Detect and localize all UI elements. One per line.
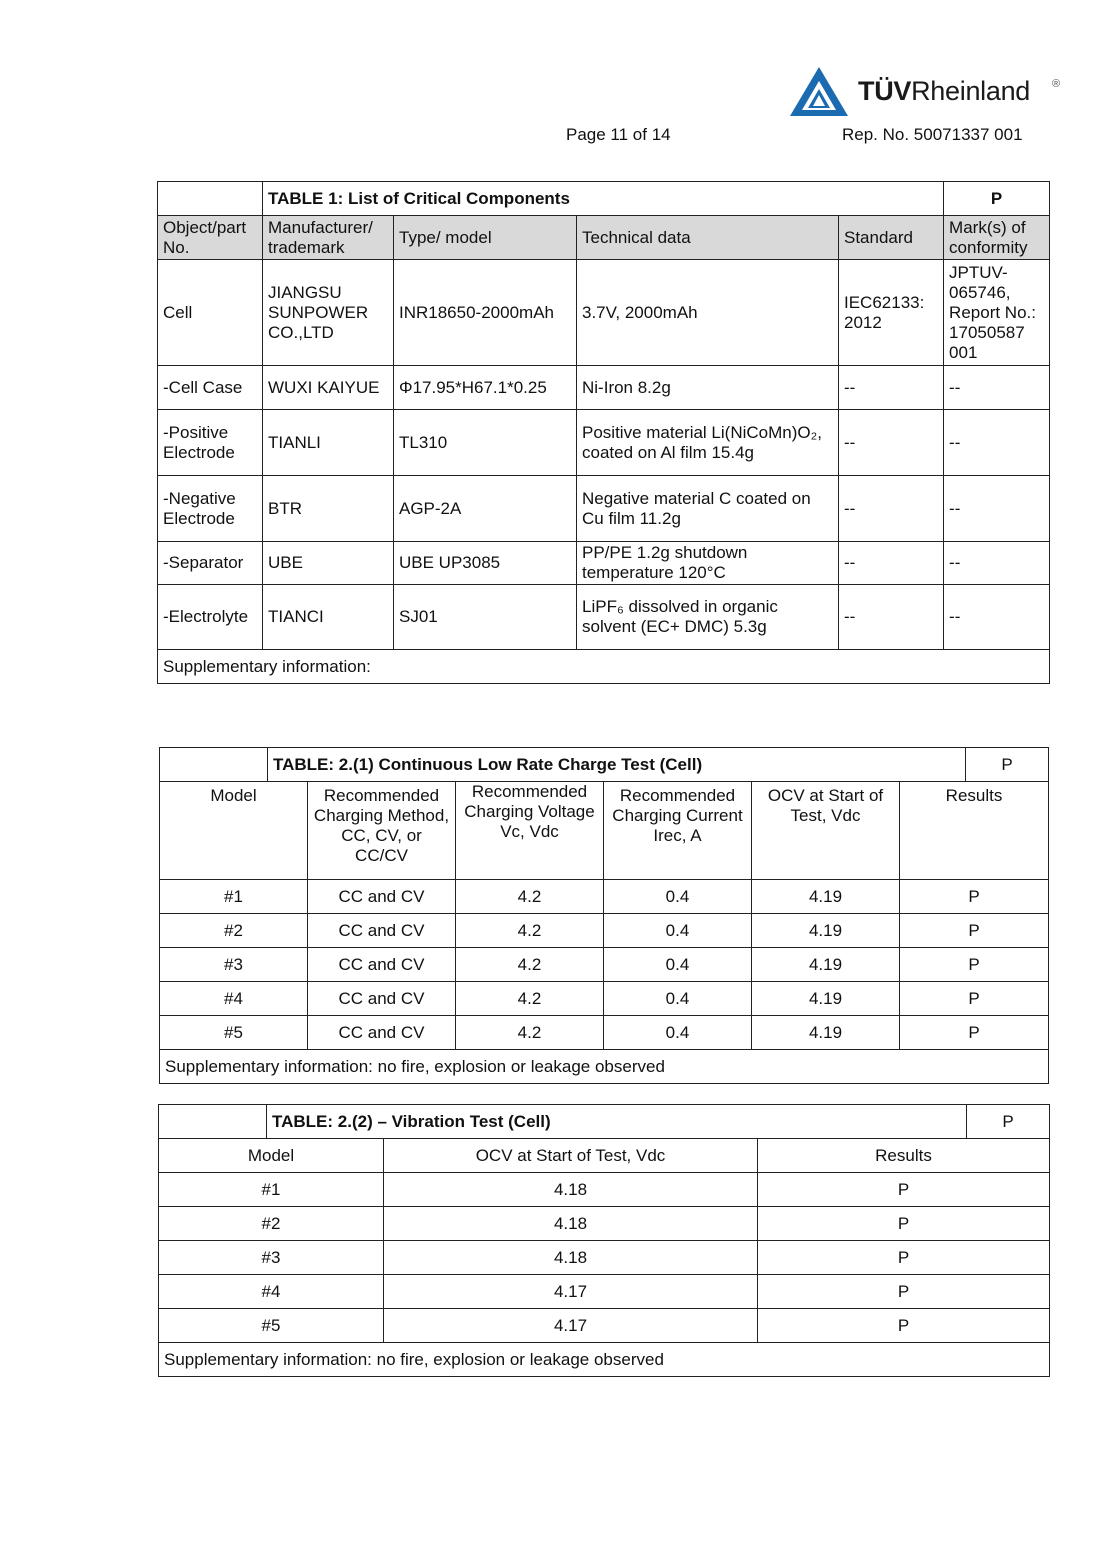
report-number: Rep. No. 50071337 001 xyxy=(842,125,1023,144)
table-cell: 4.2 xyxy=(456,880,604,914)
table-cell: -- xyxy=(839,410,944,476)
table-cell: UBE xyxy=(263,542,394,585)
column-header-row xyxy=(160,782,1049,880)
table-cell: #1 xyxy=(160,880,308,914)
table-cell: 0.4 xyxy=(604,1016,752,1050)
table-cell: 0.4 xyxy=(604,982,752,1016)
table-cell: -- xyxy=(839,366,944,410)
table-cell: -Cell Case xyxy=(158,366,263,410)
table-row xyxy=(158,542,1050,585)
table-cell: -Negative Electrode xyxy=(158,476,263,542)
table-row xyxy=(160,982,1049,1016)
table-cell: #1 xyxy=(159,1173,384,1207)
table-cell: 4.19 xyxy=(752,914,900,948)
table-cell: -- xyxy=(944,585,1050,650)
table-cell: INR18650-2000mAh xyxy=(394,260,577,366)
column-header: Recommended Charging Current Irec, A xyxy=(604,782,752,880)
table-cell: #4 xyxy=(160,982,308,1016)
table-cell: 4.2 xyxy=(456,948,604,982)
table-cell: Positive material Li(NiCoMn)O₂, coated on Al film 15.4g xyxy=(577,410,839,476)
supplementary-information: Supplementary information: no fire, explosion or leakage observed xyxy=(160,1050,1049,1084)
table-cell: TIANCI xyxy=(263,585,394,650)
table-cell: P xyxy=(900,914,1049,948)
table-verdict: P xyxy=(966,748,1049,782)
table-cell: CC and CV xyxy=(308,1016,456,1050)
column-header: OCV at Start of Test, Vdc xyxy=(384,1139,758,1173)
table-row xyxy=(158,585,1050,650)
table-cell: 4.17 xyxy=(384,1275,758,1309)
table-cell: Cell xyxy=(158,260,263,366)
table-cell: TIANLI xyxy=(263,410,394,476)
column-header: Standard xyxy=(839,216,944,260)
table-cell: AGP-2A xyxy=(394,476,577,542)
supplementary-row xyxy=(158,650,1050,684)
column-header: Recommended Charging Voltage Vc, Vdc xyxy=(456,782,604,880)
table-cell: #3 xyxy=(160,948,308,982)
logo-brand-rest: Rheinland xyxy=(911,76,1031,106)
column-header: Results xyxy=(758,1139,1050,1173)
table-cell: SJ01 xyxy=(394,585,577,650)
table-cell: #2 xyxy=(160,914,308,948)
table-cell: 3.7V, 2000mAh xyxy=(577,260,839,366)
logo-wordmark xyxy=(858,76,1030,107)
table-cell: PP/PE 1.2g shutdown temperature 120°C xyxy=(577,542,839,585)
table-row xyxy=(159,1241,1050,1275)
critical-components-table xyxy=(157,181,1050,684)
table-cell: BTR xyxy=(263,476,394,542)
column-header: Manufacturer/ trademark xyxy=(263,216,394,260)
table-cell: -- xyxy=(839,476,944,542)
vibration-test-table xyxy=(158,1104,1050,1377)
blank-cell xyxy=(159,1105,267,1139)
table-cell: Φ17.95*H67.1*0.25 xyxy=(394,366,577,410)
table-row xyxy=(160,880,1049,914)
table-cell: IEC62133: 2012 xyxy=(839,260,944,366)
table-cell: 0.4 xyxy=(604,948,752,982)
table-cell: 4.19 xyxy=(752,880,900,914)
column-header-row xyxy=(159,1139,1050,1173)
table-cell: 4.18 xyxy=(384,1207,758,1241)
table-cell: 4.19 xyxy=(752,982,900,1016)
blank-cell xyxy=(160,748,268,782)
table-row xyxy=(158,410,1050,476)
table-cell: Negative material C coated on Cu film 11.2g xyxy=(577,476,839,542)
table-header-row xyxy=(159,1105,1050,1139)
table-cell: #3 xyxy=(159,1241,384,1275)
table-cell: Ni-Iron 8.2g xyxy=(577,366,839,410)
continuous-low-rate-charge-table xyxy=(159,747,1049,1084)
page-number: Page 11 of 14 xyxy=(566,125,671,144)
table-title: TABLE: 2.(2) – Vibration Test (Cell) xyxy=(267,1105,967,1139)
table-row xyxy=(160,948,1049,982)
table-row xyxy=(158,476,1050,542)
table-cell: 4.19 xyxy=(752,948,900,982)
table-cell: -- xyxy=(944,476,1050,542)
column-header: Recommended Charging Method, CC, CV, or CC/CV xyxy=(308,782,456,880)
table-header-row xyxy=(158,182,1050,216)
table-row xyxy=(158,260,1050,366)
column-header: Model xyxy=(160,782,308,880)
table-cell: 0.4 xyxy=(604,914,752,948)
table-cell: 0.4 xyxy=(604,880,752,914)
table-cell: WUXI KAIYUE xyxy=(263,366,394,410)
table-row xyxy=(160,1016,1049,1050)
table-cell: #4 xyxy=(159,1275,384,1309)
table-verdict: P xyxy=(967,1105,1050,1139)
table-verdict: P xyxy=(944,182,1050,216)
table-cell: CC and CV xyxy=(308,880,456,914)
supplementary-row xyxy=(160,1050,1049,1084)
table-row xyxy=(158,366,1050,410)
table-row xyxy=(159,1173,1050,1207)
supplementary-row xyxy=(159,1343,1050,1377)
table-cell: LiPF₆ dissolved in organic solvent (EC+ DMC) 5.3g xyxy=(577,585,839,650)
table-cell: P xyxy=(900,880,1049,914)
column-header: Type/ model xyxy=(394,216,577,260)
table-row xyxy=(159,1275,1050,1309)
table-cell: -- xyxy=(944,366,1050,410)
table-cell: P xyxy=(900,982,1049,1016)
table-cell: P xyxy=(758,1309,1050,1343)
column-header: Object/part No. xyxy=(158,216,263,260)
table-row xyxy=(159,1207,1050,1241)
table-cell: CC and CV xyxy=(308,948,456,982)
table-cell: P xyxy=(900,948,1049,982)
table-cell: 4.18 xyxy=(384,1241,758,1275)
logo-registered-mark: ® xyxy=(1052,78,1061,90)
table-cell: #2 xyxy=(159,1207,384,1241)
table-cell: #5 xyxy=(160,1016,308,1050)
table-cell: P xyxy=(758,1275,1050,1309)
supplementary-information: Supplementary information: xyxy=(158,650,1050,684)
table-cell: 4.2 xyxy=(456,1016,604,1050)
table-title: TABLE: 2.(1) Continuous Low Rate Charge Test (Cell) xyxy=(268,748,966,782)
table-cell: 4.18 xyxy=(384,1173,758,1207)
table-cell: 4.19 xyxy=(752,1016,900,1050)
table-cell: -- xyxy=(944,410,1050,476)
table-cell: -- xyxy=(839,585,944,650)
table-cell: 4.2 xyxy=(456,982,604,1016)
table-cell: JPTUV-065746, Report No.: 17050587 001 xyxy=(944,260,1050,366)
table-cell: -Electrolyte xyxy=(158,585,263,650)
table-cell: -- xyxy=(944,542,1050,585)
table-cell: CC and CV xyxy=(308,982,456,1016)
tuv-triangle-icon xyxy=(788,64,850,118)
table-cell: P xyxy=(758,1173,1050,1207)
table-cell: P xyxy=(758,1207,1050,1241)
table-title: TABLE 1: List of Critical Components xyxy=(263,182,944,216)
table-header-row xyxy=(160,748,1049,782)
table-cell: P xyxy=(758,1241,1050,1275)
tuv-rheinland-logo xyxy=(788,64,1068,118)
column-header: Mark(s) of conformity xyxy=(944,216,1050,260)
table-cell: CC and CV xyxy=(308,914,456,948)
table-cell: 4.17 xyxy=(384,1309,758,1343)
blank-cell xyxy=(158,182,263,216)
table-cell: UBE UP3085 xyxy=(394,542,577,585)
table-row xyxy=(159,1309,1050,1343)
table-cell: P xyxy=(900,1016,1049,1050)
table-row xyxy=(160,914,1049,948)
column-header-row xyxy=(158,216,1050,260)
table-cell: 4.2 xyxy=(456,914,604,948)
column-header: OCV at Start of Test, Vdc xyxy=(752,782,900,880)
table-cell: #5 xyxy=(159,1309,384,1343)
table-cell: -Separator xyxy=(158,542,263,585)
column-header: Results xyxy=(900,782,1049,880)
supplementary-information: Supplementary information: no fire, explosion or leakage observed xyxy=(159,1343,1050,1377)
column-header: Technical data xyxy=(577,216,839,260)
table-cell: -Positive Electrode xyxy=(158,410,263,476)
logo-brand-bold: TÜV xyxy=(858,76,912,106)
column-header: Model xyxy=(159,1139,384,1173)
table-cell: TL310 xyxy=(394,410,577,476)
table-cell: JIANGSU SUNPOWER CO.,LTD xyxy=(263,260,394,366)
table-cell: -- xyxy=(839,542,944,585)
